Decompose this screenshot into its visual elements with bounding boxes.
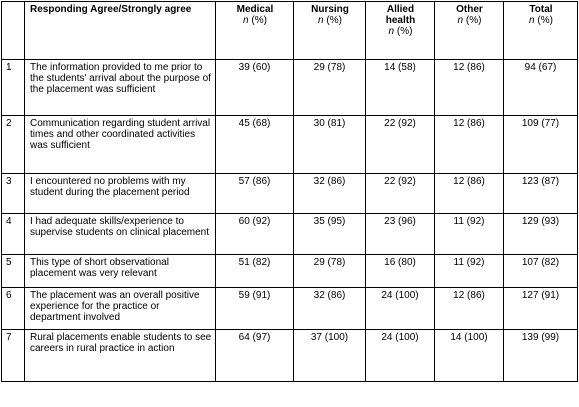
row-statement: The information provided to me prior to the students' arrival about the purpose of the placement was sufficient <box>25 60 216 116</box>
header-statement: Responding Agree/Strongly agree <box>25 2 216 60</box>
survey-results-table <box>1 1 578 382</box>
table-row <box>2 330 578 382</box>
header-nursing-sub-pct: (%) <box>323 15 342 26</box>
table-row <box>2 288 578 330</box>
cell-nursing: 32 (86) <box>294 288 366 330</box>
row-index: 7 <box>2 330 25 382</box>
header-total-sub-pct: (%) <box>534 15 553 26</box>
cell-allied-health: 24 (100) <box>366 288 435 330</box>
header-nursing-sub-n: n <box>318 15 324 26</box>
cell-other: 11 (92) <box>435 255 504 288</box>
cell-allied-health: 16 (80) <box>366 255 435 288</box>
cell-allied-health: 22 (92) <box>366 116 435 174</box>
header-medical-sub-pct: (%) <box>248 15 267 26</box>
header-other-sub-n: n <box>457 15 464 26</box>
cell-allied-health: 14 (58) <box>366 60 435 116</box>
cell-total: 109 (77) <box>504 116 578 174</box>
header-nursing-title: Nursing <box>311 4 349 15</box>
header-total <box>504 2 578 60</box>
cell-total: 127 (91) <box>504 288 578 330</box>
cell-other: 11 (92) <box>435 214 504 255</box>
header-total-sub-n: n <box>529 15 535 26</box>
cell-nursing: 37 (100) <box>294 330 366 382</box>
header-other-sub <box>440 15 499 26</box>
header-total-title: Total <box>529 4 553 15</box>
cell-other: 12 (86) <box>435 116 504 174</box>
header-allied-health-title: Allied health <box>385 4 416 26</box>
header-medical-title: Medical <box>236 4 274 15</box>
cell-other: 12 (86) <box>435 288 504 330</box>
cell-other: 12 (86) <box>435 60 504 116</box>
cell-nursing: 29 (78) <box>294 60 366 116</box>
row-statement: The placement was an overall positive experience for the practice or department involved <box>25 288 216 330</box>
row-statement: I had adequate skills/experience to supervise students on clinical placement <box>25 214 216 255</box>
row-index: 6 <box>2 288 25 330</box>
cell-medical: 59 (91) <box>216 288 294 330</box>
cell-allied-health: 23 (96) <box>366 214 435 255</box>
table-row <box>2 60 578 116</box>
row-statement: Rural placements enable students to see careers in rural practice in action <box>25 330 216 382</box>
header-medical <box>216 2 294 60</box>
row-index: 5 <box>2 255 25 288</box>
row-index: 3 <box>2 174 25 214</box>
table-row <box>2 255 578 288</box>
header-allied-health-sub-pct: (%) <box>394 26 413 37</box>
cell-other: 14 (100) <box>435 330 504 382</box>
row-index: 1 <box>2 60 25 116</box>
cell-total: 139 (99) <box>504 330 578 382</box>
cell-medical: 51 (82) <box>216 255 294 288</box>
cell-total: 107 (82) <box>504 255 578 288</box>
cell-medical: 57 (86) <box>216 174 294 214</box>
cell-medical: 45 (68) <box>216 116 294 174</box>
header-medical-sub-n: n <box>243 15 249 26</box>
row-index: 4 <box>2 214 25 255</box>
header-nursing-sub <box>299 15 361 26</box>
header-row <box>2 2 578 60</box>
header-other-title: Other <box>456 4 483 15</box>
cell-other: 12 (86) <box>435 174 504 214</box>
cell-total: 94 (67) <box>504 60 578 116</box>
header-medical-sub <box>221 15 289 26</box>
table-body <box>2 60 578 382</box>
cell-nursing: 29 (78) <box>294 255 366 288</box>
cell-allied-health: 22 (92) <box>366 174 435 214</box>
cell-allied-health: 24 (100) <box>366 330 435 382</box>
row-statement: I encountered no problems with my student during the placement period <box>25 174 216 214</box>
cell-medical: 64 (97) <box>216 330 294 382</box>
cell-nursing: 35 (95) <box>294 214 366 255</box>
table-row <box>2 174 578 214</box>
header-other-sub-pct: (%) <box>463 15 482 26</box>
table-row <box>2 214 578 255</box>
cell-medical: 39 (60) <box>216 60 294 116</box>
header-allied-health <box>366 2 435 60</box>
header-total-sub <box>509 15 573 26</box>
table-row <box>2 116 578 174</box>
header-allied-health-sub-n: n <box>388 26 395 37</box>
survey-results-table-container <box>1 1 578 382</box>
cell-total: 123 (87) <box>504 174 578 214</box>
header-nursing <box>294 2 366 60</box>
cell-medical: 60 (92) <box>216 214 294 255</box>
row-index: 2 <box>2 116 25 174</box>
row-statement: Communication regarding student arrival times and other coordinated activities was sufficient <box>25 116 216 174</box>
cell-nursing: 30 (81) <box>294 116 366 174</box>
table-header <box>2 2 578 60</box>
row-statement: This type of short observational placement was very relevant <box>25 255 216 288</box>
header-other <box>435 2 504 60</box>
header-allied-health-sub <box>371 26 430 37</box>
header-index <box>2 2 25 60</box>
cell-total: 129 (93) <box>504 214 578 255</box>
cell-nursing: 32 (86) <box>294 174 366 214</box>
